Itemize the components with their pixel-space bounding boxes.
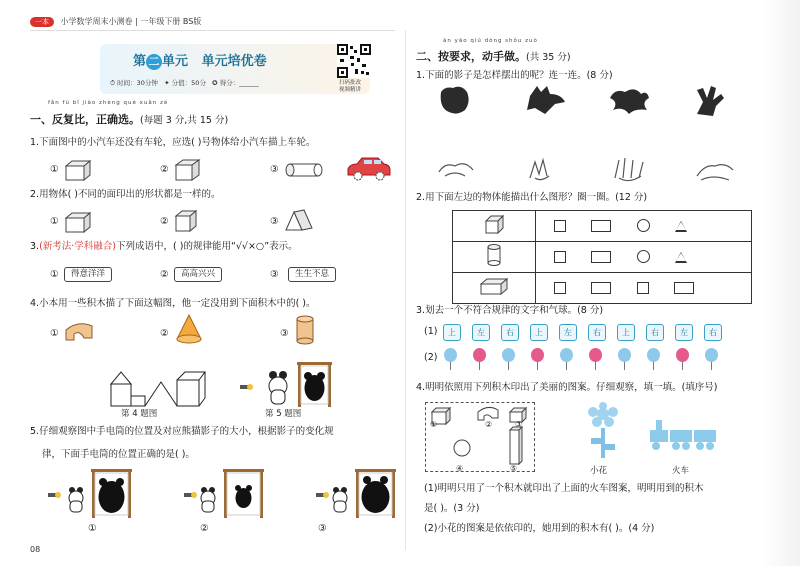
block-label-4: ④ xyxy=(456,464,464,473)
q4-option-1-label: ① xyxy=(50,328,59,339)
header-rule xyxy=(30,30,395,31)
balloon-icon[interactable] xyxy=(444,348,457,362)
balloon-icon[interactable] xyxy=(502,348,515,362)
balloon-icon[interactable] xyxy=(560,348,573,362)
square-shape[interactable] xyxy=(554,282,566,294)
unit-suffix: 单元 xyxy=(162,54,189,69)
unit-title xyxy=(133,50,267,70)
cube-shape-icon xyxy=(174,208,198,234)
square-shape[interactable] xyxy=(554,220,566,232)
part1-pinyin: fǎn fù bǐ jiào zhèng què xuǎn zé xyxy=(48,100,169,106)
panda-shadow-figure xyxy=(240,360,335,408)
series-header xyxy=(30,16,201,27)
balloon-icon[interactable] xyxy=(473,348,486,362)
block-label-5: ⑤ xyxy=(510,464,518,473)
part1-heading-line xyxy=(30,108,228,127)
direction-letter-box[interactable]: 右 xyxy=(588,324,606,341)
rectangle-shape[interactable] xyxy=(591,251,611,263)
q2-option-3-label: ③ xyxy=(270,216,279,227)
arch-block-icon xyxy=(64,320,96,342)
direction-letter-box[interactable]: 右 xyxy=(704,324,722,341)
direction-letter-box[interactable]: 右 xyxy=(646,324,664,341)
cylinder-shape-icon xyxy=(284,161,324,179)
p2-q3-text: 3.划去一个不符合规律的文字和气球。(8 分) xyxy=(416,305,604,316)
p2-q1-text: 1.下面的影子是怎样摆出的呢？连一连。(8 分) xyxy=(416,70,613,81)
cube-object-icon xyxy=(484,214,504,234)
balloon-icon[interactable] xyxy=(589,348,602,362)
star-icon: ✦ xyxy=(164,79,170,87)
part1-note: (每题 3 分,共 15 分) xyxy=(140,115,229,126)
q5-option-2-label: ② xyxy=(200,523,209,534)
train-pattern-icon xyxy=(646,416,724,456)
q3-text: 下列成语中，( )的规律能用“√√×○”表示。 xyxy=(116,241,298,252)
p2-q2-text: 2.用下面左边的物体能描出什么图形？圈一圈。(12 分) xyxy=(416,192,648,203)
direction-letter-box[interactable]: 上 xyxy=(443,324,461,341)
medal-icon: ✪ xyxy=(212,79,218,87)
direction-letter-box[interactable]: 左 xyxy=(472,324,490,341)
balloon-icon[interactable] xyxy=(531,348,544,362)
get-label: 得分： xyxy=(219,79,240,87)
cube-shape-icon xyxy=(64,158,94,182)
q5-text-line1: 5.仔细观察图中手电筒的位置及对应熊猫影子的大小，根据影子的变化规 xyxy=(30,426,334,437)
q3-option-1-label: ① xyxy=(50,269,59,280)
q1-option-1-label: ① xyxy=(50,164,59,175)
part2-note: (共 35 分) xyxy=(526,52,571,63)
shape-circle-table xyxy=(452,210,752,304)
flower-pattern-icon xyxy=(580,402,626,462)
q1-option-2-label: ② xyxy=(160,164,169,175)
balloon-icon[interactable] xyxy=(676,348,689,362)
triangle-shape[interactable] xyxy=(675,252,687,263)
q3-option-3-label: ③ xyxy=(270,269,279,280)
balloon-icon[interactable] xyxy=(647,348,660,362)
meta-line: ⏱ 时间：30分钟 ✦ 分值：50分 ✪ 得分：______ xyxy=(110,79,259,87)
table-row xyxy=(453,273,752,304)
blocks-illustration xyxy=(428,404,532,468)
circle-shape[interactable] xyxy=(637,250,650,263)
q3-number: 3. xyxy=(30,241,40,252)
object-cell xyxy=(453,273,536,304)
train-caption: 火车 xyxy=(672,466,690,476)
part2-heading: 二、按要求，动手做。 xyxy=(416,50,526,63)
q3-row2-label: (2) xyxy=(424,352,438,363)
score-label: 分值：50分 xyxy=(171,79,206,87)
unit-number: 二 xyxy=(146,54,162,70)
object-cell xyxy=(453,242,536,273)
cuboid-shape-icon xyxy=(64,210,94,234)
page-edge-shadow xyxy=(760,0,800,566)
q2-option-1-label: ① xyxy=(50,216,59,227)
block-label-3: ③ xyxy=(515,420,523,429)
q2-option-2-label: ② xyxy=(160,216,169,227)
panda-flashlight-option xyxy=(180,468,270,522)
q5-option-1-label: ① xyxy=(88,523,97,534)
cone-block-icon xyxy=(174,313,204,345)
qr-caption: 扫码批改 视频精讲 xyxy=(339,80,362,93)
idiom-card: 生生不息 xyxy=(288,267,336,282)
unit-prefix: 第 xyxy=(133,54,147,69)
unit-name: 单元培优卷 xyxy=(201,54,267,69)
q4-1-line2: 是( )。(3 分) xyxy=(424,503,480,514)
series-title: 小学数学周末小测卷 | 一年级下册 BS版 xyxy=(60,17,202,26)
q2-text: 2.用物体( )不同的面印出的形状都是一样的。 xyxy=(30,189,221,200)
part1-heading: 一、反复比，正确选。 xyxy=(30,113,140,126)
q4-text: 4.小本用一些积木描了下面这幅图，他一定没用到下面积木中的( )。 xyxy=(30,298,316,309)
block-drawing-figure xyxy=(107,366,207,408)
table-row xyxy=(453,211,752,242)
circle-shape[interactable] xyxy=(637,219,650,232)
triangular-prism-icon xyxy=(284,208,314,234)
q3-option-2-label: ② xyxy=(160,269,169,280)
clock-icon: ⏱ xyxy=(110,79,116,87)
block-label-2: ② xyxy=(485,420,493,429)
table-row xyxy=(453,242,752,273)
series-badge: 一本 xyxy=(30,17,54,27)
shape-options-cell xyxy=(536,242,752,273)
idiom-card: 得意洋洋 xyxy=(64,267,112,282)
shadow-shapes-row xyxy=(435,84,755,118)
part2-pinyin: àn yāo qiú dòng shǒu zuò xyxy=(443,38,538,44)
figure-5-caption: 第 5 题图 xyxy=(265,409,302,419)
cylinder-object-icon xyxy=(486,243,502,267)
rectangle-shape[interactable] xyxy=(591,282,611,294)
rectangle-shape[interactable] xyxy=(591,220,611,232)
q5-text-line2: 律，下面手电筒的位置正确的是( )。 xyxy=(42,449,195,460)
page-number: 08 xyxy=(30,545,41,554)
q4-option-3-label: ③ xyxy=(280,328,289,339)
cuboid-shape-icon xyxy=(174,158,204,182)
time-label: 时间：30分钟 xyxy=(117,79,158,87)
p2-q4-text: 4.明明依照用下列积木印出了美丽的图案。仔细观察，填一填。(填序号) xyxy=(416,382,718,393)
q4-1-line1: (1)明明只用了一个积木就印出了上面的火车图案，明明用到的积木 xyxy=(424,483,704,494)
red-car-icon xyxy=(345,155,393,183)
direction-letter-box[interactable]: 左 xyxy=(559,324,577,341)
triangle-shape[interactable] xyxy=(675,221,687,232)
object-cell xyxy=(453,211,536,242)
q1-option-3-label: ③ xyxy=(270,164,279,175)
idiom-card: 高高兴兴 xyxy=(174,267,222,282)
q3-line xyxy=(30,241,298,253)
rectangle-shape[interactable] xyxy=(674,282,694,294)
hand-gesture-row xyxy=(435,154,755,184)
panda-flashlight-option xyxy=(48,468,138,522)
flower-caption: 小花 xyxy=(590,466,608,476)
q1-text: 1.下面图中的小汽车还没有车轮，应选( )号物体给小汽车描上车轮。 xyxy=(30,137,316,148)
figure-4-caption: 第 4 题图 xyxy=(121,409,158,419)
shape-options-cell xyxy=(536,273,752,304)
direction-letter-box[interactable]: 上 xyxy=(617,324,635,341)
balloon-icon[interactable] xyxy=(705,348,718,362)
direction-letter-box[interactable]: 右 xyxy=(501,324,519,341)
cuboid-object-icon xyxy=(479,276,509,296)
panda-flashlight-option xyxy=(312,468,402,522)
page-divider xyxy=(405,30,406,550)
q5-option-3-label: ③ xyxy=(318,523,327,534)
q3-tag: (新考法·学科融合) xyxy=(39,241,117,252)
balloon-icon[interactable] xyxy=(618,348,631,362)
q4-2-text: (2)小花的图案是依依印的，她用到的积木有( )。(4 分) xyxy=(424,523,655,534)
qr-code-icon xyxy=(337,44,371,78)
part2-heading-line xyxy=(416,45,571,64)
direction-letter-box[interactable]: 左 xyxy=(675,324,693,341)
square-shape[interactable] xyxy=(637,282,649,294)
q3-row1-label: (1) xyxy=(424,326,438,337)
q4-option-2-label: ② xyxy=(160,328,169,339)
shape-options-cell xyxy=(536,211,752,242)
square-shape[interactable] xyxy=(554,251,566,263)
direction-letter-box[interactable]: 上 xyxy=(530,324,548,341)
cylinder-block-icon xyxy=(294,313,316,345)
block-label-1: ① xyxy=(430,420,438,429)
